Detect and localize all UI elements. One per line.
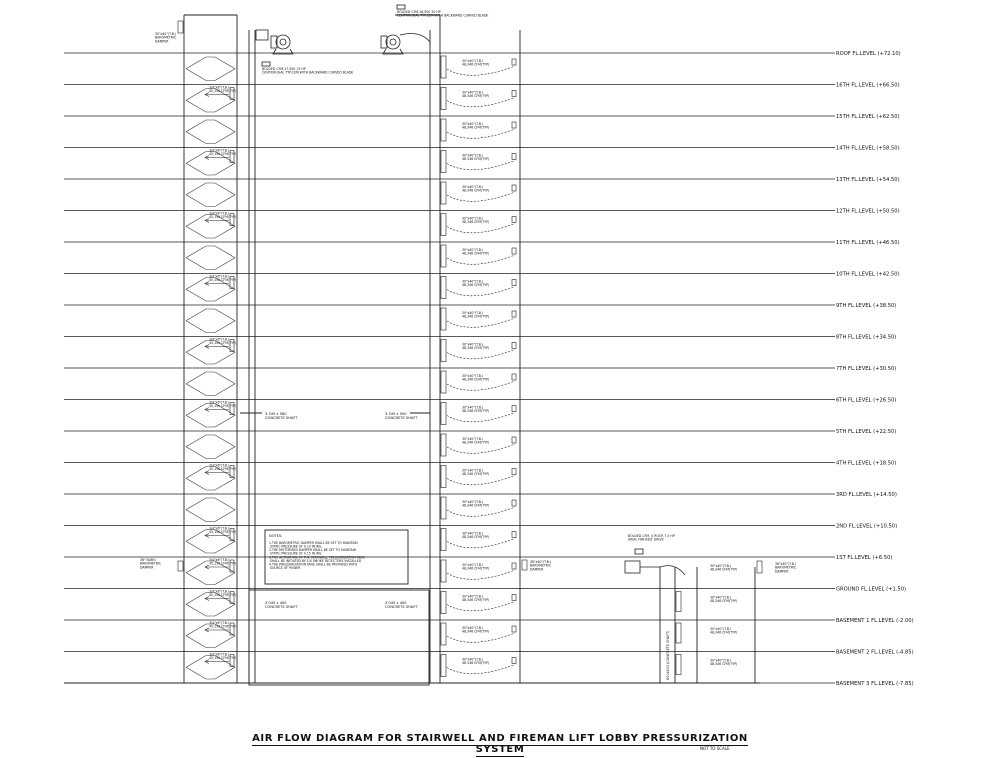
lobby-grille [512, 154, 516, 160]
stair-flight [186, 57, 235, 81]
lobby-airflow-curve [447, 570, 515, 579]
top-barometric-damper [178, 21, 183, 33]
lobby-grille [512, 280, 516, 286]
right-barometric-damper-label: 36"x40"(T.B.) BAROMETRIC DAMPER [530, 560, 552, 572]
lobby-damper-label: 30"x40"(T.B.) 48,346 CFM(TYP) [462, 374, 490, 382]
lobby-damper-label: 30"x40"(T.B.) 48,346 CFM(TYP) [462, 311, 490, 319]
basement-damper-label: 30"x40"(T.B.) 48,346 CFM(TYP) [710, 595, 738, 604]
stair-damper-label: 3/4"x6"(T.B.) 45,150 CFM(TYP) [209, 589, 237, 598]
lobby-grille [512, 122, 516, 128]
floor-level-label: 1ST FL.LEVEL (+6.50) [836, 555, 893, 561]
stair-flight [186, 183, 235, 207]
lobby-airflow-curve [447, 444, 515, 453]
stair-damper-label: 3/4"x6"(T.B.) 45,150 CFM(TYP) [209, 85, 237, 94]
lobby-damper [441, 403, 446, 425]
lobby-damper-label: 30"x40"(T.B.) 48,346 CFM(TYP) [462, 90, 490, 99]
lobby-airflow-curve [447, 98, 515, 107]
lobby-damper [441, 466, 446, 488]
lobby-grille [512, 248, 516, 254]
lobby-airflow-curve [447, 539, 515, 548]
stair-damper-label: 3/4"x6"(T.B.) 45,150 CFM(TYP) [209, 337, 237, 346]
lobby-damper [441, 214, 446, 236]
lobby-damper [441, 245, 446, 267]
lobby-damper-label: 30"x40"(T.B.) 48,346 CFM(TYP) [462, 153, 490, 162]
lobby-damper [441, 434, 446, 456]
lobby-damper-label: 30"x40"(T.B.) 48,346 CFM(TYP) [462, 657, 490, 666]
lobby-grille [512, 185, 516, 191]
lobby-damper [441, 182, 446, 204]
stair-flight [186, 435, 235, 459]
floor-level-label: 13TH FL.LEVEL (+54.50) [836, 177, 900, 183]
floor-level-label: 5TH FL.LEVEL (+22.50) [836, 429, 897, 435]
floor-level-label: 16TH FL.LEVEL (+66.50) [836, 82, 900, 89]
basement-damper-label: 30"x40"(T.B.) 48,346 CFM(TYP) [710, 658, 738, 667]
stair-damper-label: 3/4"x6"(T.B.) 45,150 CFM(TYP) [209, 274, 237, 283]
lobby-airflow-curve [447, 476, 515, 485]
lobby-airflow-curve [447, 66, 515, 75]
lobby-airflow-curve [447, 507, 515, 516]
lobby-airflow-curve [447, 633, 515, 642]
lobby-grille [512, 374, 516, 380]
floor-level-label: 2ND FL.LEVEL (+10.50) [836, 523, 898, 530]
lobby-airflow-curve [447, 350, 515, 359]
lobby-airflow-curve [447, 255, 515, 264]
building-structure [64, 15, 760, 685]
lobby-damper [441, 277, 446, 299]
left-barometric-damper-label: 36" BARO. BAROMETRIC DAMPER [140, 558, 162, 570]
basement-damper-label: 30"x40"(T.B.) 48,346 CFM(TYP) [710, 627, 738, 635]
floor-level-label: 12TH FL.LEVEL (+50.50) [836, 208, 900, 215]
floor-level-label: 3RD FL.LEVEL (+14.50) [836, 492, 897, 498]
lobby-grille [512, 59, 516, 65]
lobby-damper-label: 30"x40"(T.B.) 48,346 CFM(TYP) [462, 59, 490, 67]
lobby-grille [512, 626, 516, 632]
basement-damper [676, 623, 681, 643]
stair-damper-label: 3/4"x6"(T.B.) 45,150 CFM(TYP) [209, 211, 237, 220]
floor-level-label: 4TH FL.LEVEL (+18.50) [836, 460, 897, 467]
lobby-airflow-curve [447, 161, 515, 170]
floor-level-label: BASEMENT 2 FL.LEVEL (-4.85) [836, 649, 914, 656]
stair-flight [186, 120, 235, 144]
lobby-damper [441, 340, 446, 362]
roof-fan-right-label: BOLDED CFM,18,500 20 HP CENTRIFUGAL TYP.CEM WITH BACKWARD CURVED BLADE [397, 10, 489, 18]
basement-fan-tag [635, 549, 643, 554]
shaft-right-lower-label: 3 045 x 400 CONCRETE SHAFT [385, 601, 418, 610]
lobby-grille [512, 406, 516, 412]
stair-damper-label: 3/4"x6"(T.B.) 45,150 CFM(TYP) [209, 463, 237, 472]
lobby-damper-label: 30"x40"(T.B.) 48,346 CFM(TYP) [462, 437, 490, 445]
lobby-airflow-curve [447, 413, 515, 422]
basement-fan-icon [625, 561, 640, 573]
floor-level-label: 11TH FL.LEVEL (+46.50) [836, 240, 900, 246]
lobby-damper-label: 30"x40"(T.B.) 48,346 CFM(TYP) [462, 500, 490, 508]
roof-fan-right-icon [381, 35, 403, 54]
diagram-title-block [240, 733, 760, 755]
lobby-grille [512, 91, 516, 97]
lobby-damper [441, 497, 446, 519]
lobby-grille [512, 532, 516, 538]
diagram-subtitle: NOT TO SCALE [700, 746, 730, 751]
left-barometric-damper [178, 561, 183, 571]
basement-damper [676, 592, 681, 612]
lobby-grille [512, 437, 516, 443]
floor-level-label: 7TH FL.LEVEL (+30.50) [836, 366, 897, 372]
stair-damper-label: 3/4"x6"(T.B.) 45,150 CFM(TYP) [209, 652, 237, 661]
shaft-left-lower-label: 3 045 x 400 CONCRETE SHAFT [265, 601, 298, 610]
lobby-damper [441, 151, 446, 173]
shaft-left-upper-label: 3 345 x 580 CONCRETE SHAFT [265, 412, 298, 421]
basement-duct-vertical-label: 800x400 (CONCRETE SHAFT) [666, 630, 670, 680]
lobby-damper-label: 30"x40"(T.B.) 48,346 CFM(TYP) [462, 248, 490, 256]
notes-text: 1.THE BAROMETRIC DAMPER SHALL BE SET TO MAINTAIN STATIC PRESSURE OF 0.10 IN.WG. 2.THE MOTORISED DAMPER SHALL BE SET TO MAINTAIN STATIC PRESSURE OF 0.15 IN.WG. 3.THE ACTIVATION OF THE STAIRWELL PRESSURIZATION FANS SHALL BE INITIATED BY 1/0 SMOKE DETECTORS INSTALLED 4.THE PRESSURIZATION FANS SHALL BE PROVIDED WITH SOURCE OF POWER [269, 541, 365, 570]
stair-damper-label: 3/4"x6"(T.B.) 45,150 CFM(TYP) [209, 558, 237, 566]
floor-level-label: 10TH FL.LEVEL (+42.50) [836, 271, 900, 278]
floor-level-label: 14TH FL.LEVEL (+58.50) [836, 145, 900, 152]
lobby-grille [512, 658, 516, 664]
roof-fan-left-icon [271, 35, 293, 54]
lobby-damper [441, 119, 446, 141]
level-labels [836, 51, 914, 687]
lobby-grille [512, 217, 516, 223]
top-barometric-damper-label: 30"x40"(T.B.) BAROMETRIC DAMPER [155, 32, 177, 44]
floor-lines [64, 53, 835, 683]
roof-fan-left-label: BOLDED CFM,17,500 15 HP CENTRIFUGAL TYP.CEM WITH BACKWARD CURVED BLADE [262, 67, 354, 75]
roof-fan-tag-right [397, 5, 405, 9]
roof-fan-tag-left [262, 62, 270, 66]
lobby-grille [512, 343, 516, 349]
lobby-damper [441, 56, 446, 78]
lobby-damper [441, 88, 446, 110]
floor-level-label: GROUND FL.LEVEL (+1.50) [836, 586, 907, 593]
lobby-damper [441, 308, 446, 330]
stair-flight [186, 372, 235, 396]
lobby-damper-label: 30"x40"(T.B.) 48,346 CFM(TYP) [462, 626, 490, 634]
basement-barometric-damper [757, 561, 762, 573]
lobby-damper [441, 655, 446, 677]
lobby-damper-label: 30"x40"(T.B.) 48,346 CFM(TYP) [462, 185, 490, 193]
stair-flight [186, 309, 235, 333]
lobby-damper [441, 592, 446, 614]
lobby-airflow-curve [447, 318, 515, 327]
roof-fan-left-inlet [256, 30, 268, 40]
lobby-airflow-curve [447, 381, 515, 390]
stair-damper-label: 3/4"x6"(T.B.) 45,150 CFM(TYP) [209, 400, 237, 409]
shaft-right-upper-label: 3 345 x 500 CONCRETE SHAFT [385, 412, 418, 421]
floor-level-label: 8TH FL.LEVEL (+34.50) [836, 334, 897, 341]
lobby-airflow-curve [447, 665, 515, 674]
stair-damper-label: 3/4"x6"(T.B.) 45,150 CFM(TYP) [209, 621, 237, 629]
lobby-damper-label: 30"x40"(T.B.) 48,346 CFM(TYP) [462, 563, 490, 571]
lobby-airflow-curve [447, 287, 515, 296]
stair-damper-label: 3/4"x6"(T.B.) 45,150 CFM(TYP) [209, 148, 237, 157]
lobby-airflow-curve [447, 224, 515, 233]
lobby-damper-label: 30"x40"(T.B.) 48,346 CFM(TYP) [462, 594, 490, 603]
lobby-damper-label: 30"x40"(T.B.) 48,346 CFM(TYP) [462, 122, 490, 130]
lobby-grille [512, 500, 516, 506]
lobby-airflow-curve [447, 602, 515, 611]
notes-heading: NOTES: [269, 534, 283, 538]
lobby-damper-label: 30"x40"(T.B.) 48,346 CFM(TYP) [462, 216, 490, 225]
stair-flight [186, 498, 235, 522]
lobby-damper-label: 30"x40"(T.B.) 48,346 CFM(TYP) [462, 468, 490, 477]
right-barometric-damper [522, 560, 527, 570]
stair-damper-label: 3/4"x6"(T.B.) 45,150 CFM(TYP) [209, 526, 237, 535]
roof-duct-bend [400, 34, 430, 45]
lobby-damper [441, 560, 446, 582]
floor-level-label: BASEMENT 1 FL.LEVEL (-2.00) [836, 618, 914, 624]
lobby-damper [441, 371, 446, 393]
lobby-grille [512, 311, 516, 317]
lobby-damper-label: 30"x40"(T.B.) 48,346 CFM(TYP) [462, 531, 490, 540]
floor-level-label: ROOF FL.LEVEL (+72.10) [836, 51, 901, 57]
floor-level-label: 15TH FL.LEVEL (+62.50) [836, 114, 900, 120]
floor-level-label: 9TH FL.LEVEL (+38.50) [836, 303, 897, 309]
basement-damper [676, 655, 681, 675]
basement-top-damper-label: 30"x40"(T.B.) 48,346 CFM(TYP) [710, 564, 738, 572]
lobby-damper [441, 623, 446, 645]
lobby-grille [512, 595, 516, 601]
lobby-grille [512, 563, 516, 569]
lobby-damper [441, 529, 446, 551]
lobby-airflow-curve [447, 192, 515, 201]
lobby-damper-label: 30"x40"(T.B.) 48,346 CFM(TYP) [462, 405, 490, 414]
floor-level-label: BASEMENT 3 FL.LEVEL (-7.85) [836, 681, 914, 687]
stair-flight [186, 246, 235, 270]
lobby-airflow-curve [447, 129, 515, 138]
basement-duct-elbow [640, 566, 685, 575]
lobby-damper-label: 30"x40"(T.B.) 48,346 CFM(TYP) [462, 342, 490, 351]
basement-barometric-damper-label: 36"x40"(T.B.) BAROMETRIC DAMPER [775, 562, 797, 574]
basement-fan-label: BOLDED CFM, 0 ROOF,7.5 HP AXIAL FAN BELT DRIVE [628, 534, 675, 542]
lobby-grille [512, 469, 516, 475]
floor-level-label: 6TH FL.LEVEL (+26.50) [836, 397, 897, 404]
lobby-damper-label: 30"x40"(T.B.) 48,346 CFM(TYP) [462, 279, 490, 288]
diagram-title: AIR FLOW DIAGRAM FOR STAIRWELL AND FIREMAN LIFT LOBBY PRESSURIZATION SYSTEM [252, 733, 748, 755]
